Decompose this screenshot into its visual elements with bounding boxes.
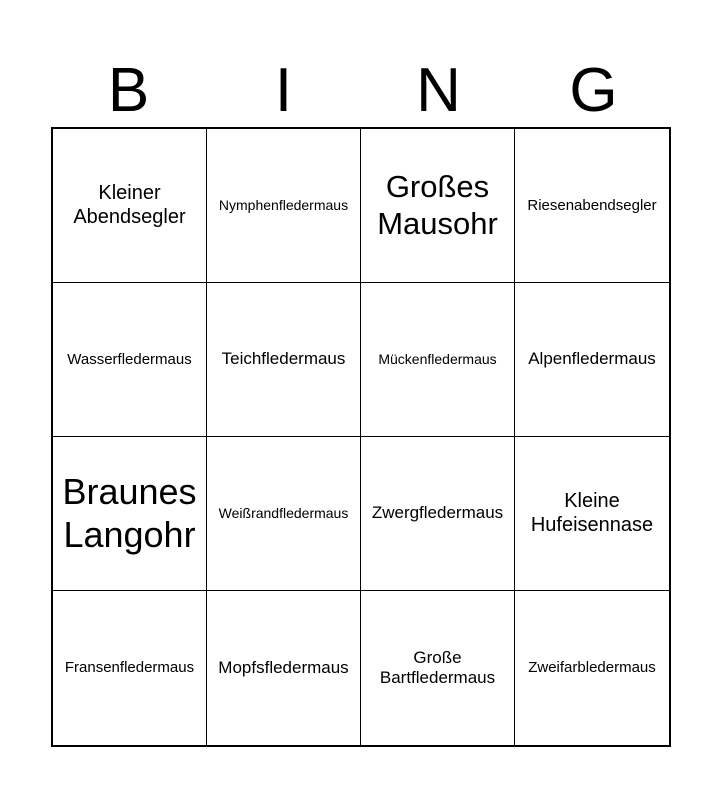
cell-label: Große Bartfledermaus — [379, 647, 496, 687]
cell-label: Riesenabendsegler — [527, 196, 657, 214]
bingo-cell[interactable] — [53, 591, 207, 745]
bingo-cell[interactable] — [515, 283, 669, 437]
bingo-board — [51, 127, 671, 747]
cell-label: Zwergfledermaus — [371, 503, 504, 523]
header-letter-n: N — [416, 56, 461, 125]
bingo-cell[interactable] — [53, 437, 207, 591]
bingo-cell[interactable] — [53, 283, 207, 437]
bingo-cell[interactable] — [53, 129, 207, 283]
cell-label: Kleine Hufeisennase — [530, 489, 654, 536]
bingo-cell[interactable] — [207, 437, 361, 591]
cell-label: Wasserfledermaus — [67, 350, 192, 368]
cell-label: Zweifarbledermaus — [528, 659, 656, 677]
cell-label: Großes Mausohr — [377, 168, 498, 241]
cell-label: Fransenfledermaus — [64, 659, 195, 677]
header-letter-g: G — [569, 56, 618, 125]
header-letter-i: I — [274, 56, 293, 125]
cell-label: Teichfledermaus — [221, 349, 346, 369]
bingo-header — [51, 55, 671, 127]
header-letter-b: B — [107, 56, 150, 125]
bingo-cell[interactable] — [361, 591, 515, 745]
bingo-cell[interactable] — [361, 283, 515, 437]
bingo-cell[interactable] — [207, 283, 361, 437]
cell-label: Mopfsfledermaus — [218, 657, 349, 677]
cell-label: Mückenfledermaus — [378, 351, 497, 368]
bingo-cell[interactable] — [515, 129, 669, 283]
cell-label: Weißrandfledermaus — [218, 505, 349, 522]
bingo-cell[interactable] — [361, 129, 515, 283]
bingo-cell[interactable] — [207, 591, 361, 745]
bingo-cell[interactable] — [207, 129, 361, 283]
cell-label: Alpenfledermaus — [528, 349, 656, 369]
bingo-cell[interactable] — [361, 437, 515, 591]
cell-label: Braunes Langohr — [62, 471, 197, 555]
bingo-cell[interactable] — [515, 437, 669, 591]
cell-label: Kleiner Abendsegler — [73, 181, 186, 228]
bingo-cell[interactable] — [515, 591, 669, 745]
cell-label: Nymphenfledermaus — [218, 197, 349, 214]
